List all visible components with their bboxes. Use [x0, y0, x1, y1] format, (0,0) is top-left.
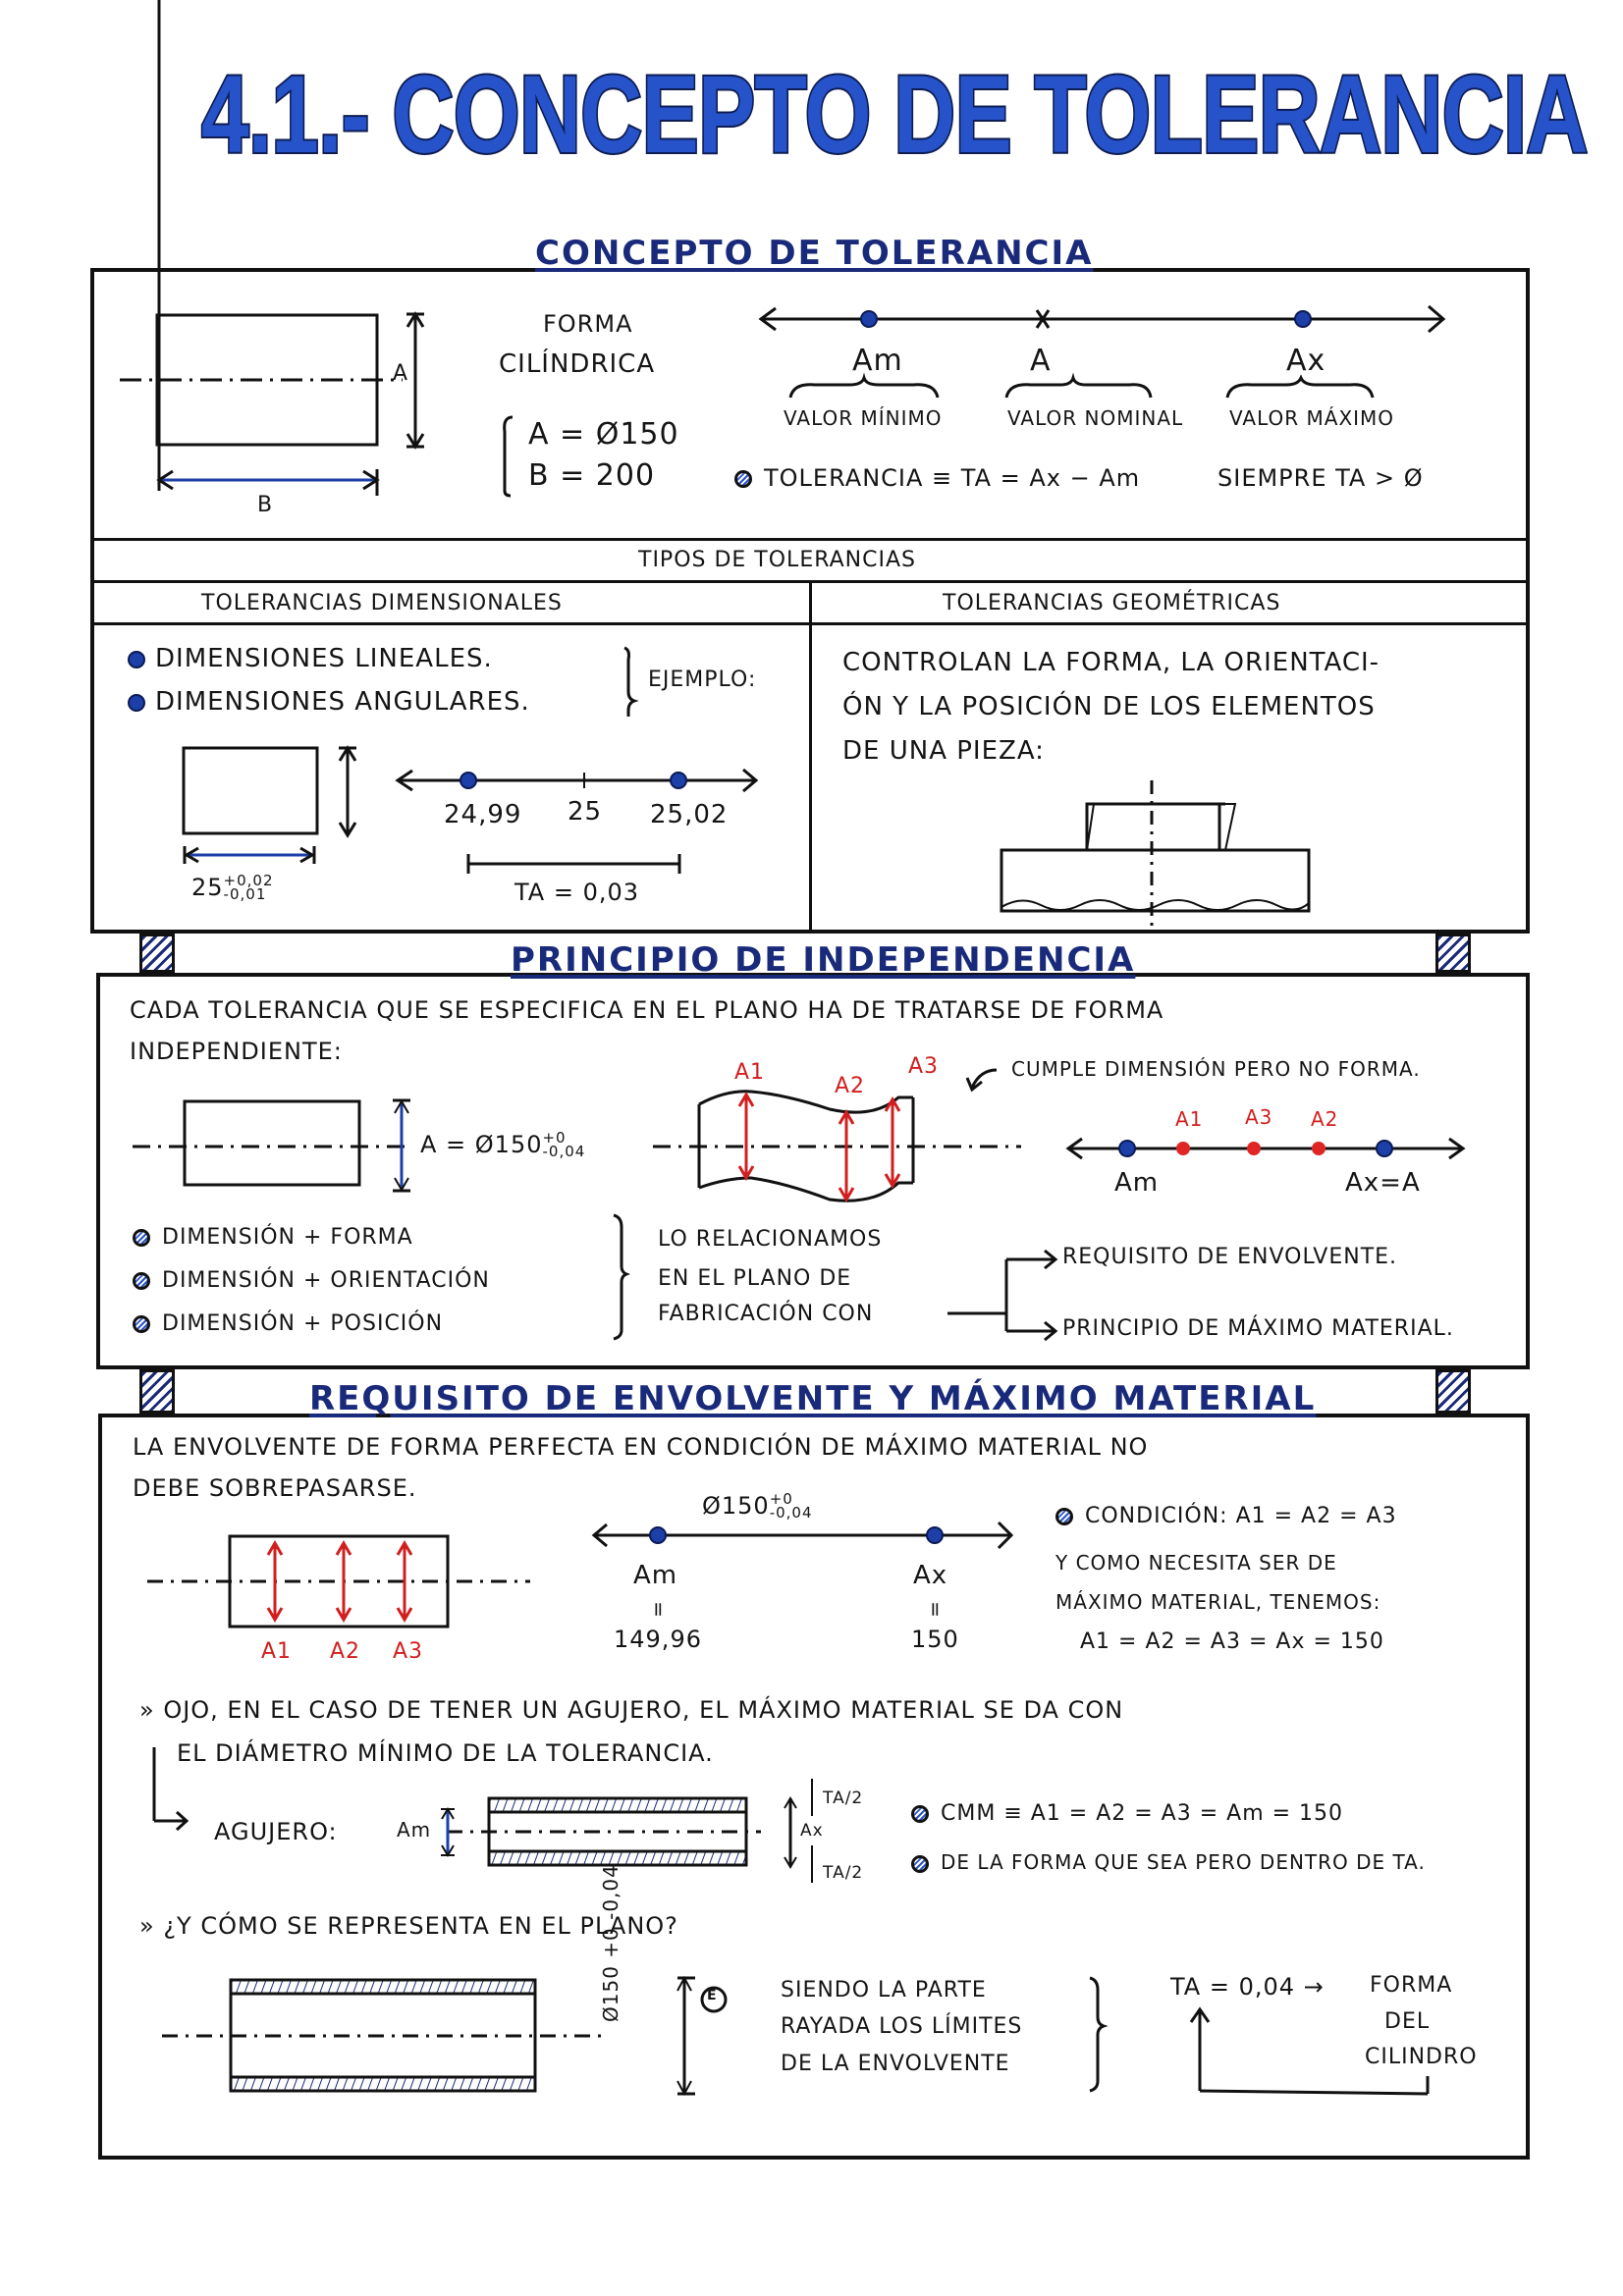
line-ax-eq: =	[923, 1601, 947, 1619]
envolvente-dimension: Ø150 $^{+0 -0,04}$	[702, 1490, 813, 1522]
line-ax-value: 150	[911, 1626, 959, 1653]
line-am-value: 149,96	[614, 1626, 702, 1653]
valor-maximo-label: VALOR MÁXIMO	[1229, 406, 1395, 430]
bullet-dimension-orientacion: DIMENSIÓN + ORIENTACIÓN	[133, 1268, 490, 1293]
hole-am: Am	[397, 1818, 432, 1842]
value-a: A = Ø150	[528, 417, 679, 452]
shaft-label-a1: A1	[261, 1639, 293, 1664]
wavy-label-a1: A1	[734, 1060, 766, 1085]
line-am: Am	[633, 1561, 678, 1590]
geometricas-header: TOLERANCIAS GEOMÉTRICAS	[943, 591, 1281, 615]
condition-line2: Y COMO NECESITA SER DE	[1055, 1551, 1337, 1575]
valor-minimo-label: VALOR MÍNIMO	[784, 406, 943, 430]
independencia-intro-line2: INDEPENDIENTE:	[130, 1038, 343, 1065]
forma-label-line1: FORMA	[543, 310, 633, 338]
bullet-dimension-posicion: DIMENSIÓN + POSICIÓN	[133, 1311, 443, 1336]
relation-line2: EN EL PLANO DE	[658, 1266, 852, 1291]
a-symbol: A	[1030, 344, 1052, 378]
line-am-eq: =	[646, 1601, 671, 1619]
plan-ta: TA = 0,04 →	[1170, 1973, 1325, 2001]
dimensionales-header: TOLERANCIAS DIMENSIONALES	[201, 591, 563, 615]
plan-text-line3: DE LA ENVOLVENTE	[781, 2052, 1010, 2076]
section-title-independencia: PRINCIPIO DE INDEPENDENCIA	[511, 940, 1136, 980]
independencia-intro-line1: CADA TOLERANCIA QUE SE ESPECIFICA EN EL PLANO HA DE TRATARSE DE FORMA	[130, 996, 1164, 1024]
line-label-am: Am	[1114, 1168, 1160, 1198]
hole-bullet-cmm: CMM ≡ A1 = A2 = A3 = Am = 150	[911, 1801, 1343, 1826]
wavy-label-a3: A3	[908, 1054, 940, 1079]
example-max: 25,02	[650, 800, 729, 829]
bullet-icon	[1055, 1508, 1073, 1525]
always-note: SIEMPRE TA > Ø	[1217, 464, 1424, 492]
wavy-label-a2: A2	[835, 1074, 866, 1098]
example-min: 24,99	[444, 800, 522, 829]
geometricas-text-line1: CONTROLAN LA FORMA, LA ORIENTACI-	[842, 648, 1380, 677]
dim-b-label: B	[257, 493, 274, 517]
outcome-maximo-material: PRINCIPIO DE MÁXIMO MATERIAL.	[1062, 1316, 1454, 1341]
envelope-e-icon: E	[707, 1988, 718, 2003]
value-b: B = 200	[528, 458, 656, 493]
geometricas-text-line3: DE UNA PIEZA:	[842, 736, 1045, 766]
am-symbol: Am	[852, 344, 903, 378]
section-title-envolvente: REQUISITO DE ENVOLVENTE Y MÁXIMO MATERIAL	[309, 1379, 1317, 1418]
plan-text-line1: SIENDO LA PARTE	[781, 1978, 987, 2002]
section-title-concepto: CONCEPTO DE TOLERANCIA	[535, 234, 1094, 273]
hole-ax: Ax	[800, 1821, 824, 1841]
example-nominal: 25	[568, 797, 603, 827]
bullet-angulares: DIMENSIONES ANGULARES.	[128, 687, 530, 717]
envolvente-intro-line1: LA ENVOLVENTE DE FORMA PERFECTA EN CONDICIÓN DE MÁXIMO MATERIAL NO	[133, 1433, 1149, 1461]
wavy-note: CUMPLE DIMENSIÓN PERO NO FORMA.	[1011, 1057, 1421, 1081]
hole-ta-half-top: TA/2	[823, 1789, 864, 1808]
bullet-lineales: DIMENSIONES LINEALES.	[128, 644, 493, 673]
hole-label: AGUJERO:	[214, 1818, 338, 1845]
bullet-dimension-forma: DIMENSIÓN + FORMA	[133, 1225, 413, 1250]
ejemplo-label: EJEMPLO:	[648, 667, 757, 692]
relation-line3: FABRICACIÓN CON	[658, 1302, 874, 1326]
page-title: 4.1.- CONCEPTO DE TOLERANCIA	[201, 53, 1588, 176]
hole-note-line1: » OJO, EN EL CASO DE TENER UN AGUJERO, EL MÁXIMO MATERIAL SE DA CON	[139, 1696, 1124, 1724]
envolvente-intro-line2: DEBE SOBREPASARSE.	[133, 1474, 417, 1502]
geometricas-text-line2: ÓN Y LA POSICIÓN DE LOS ELEMENTOS	[842, 692, 1376, 721]
tipos-header: TIPOS DE TOLERANCIAS	[638, 548, 916, 572]
hole-ta-half-bottom: TA/2	[823, 1863, 864, 1883]
shaft-label-a3: A3	[393, 1639, 424, 1664]
plan-question: » ¿Y CÓMO SE REPRESENTA EN EL PLANO?	[139, 1912, 678, 1940]
valor-nominal-label: VALOR NOMINAL	[1007, 406, 1184, 430]
condition-line4: A1 = A2 = A3 = Ax = 150	[1080, 1629, 1384, 1654]
hole-bullet-forma: DE LA FORMA QUE SEA PERO DENTRO DE TA.	[911, 1850, 1426, 1874]
line-label-a3: A3	[1245, 1105, 1273, 1129]
condition-line3: MÁXIMO MATERIAL, TENEMOS:	[1055, 1590, 1381, 1614]
tolerance-formula: TOLERANCIA ≡ TA = Ax − Am	[734, 464, 1140, 492]
bullet-icon	[911, 1855, 929, 1873]
line-ax: Ax	[913, 1561, 948, 1590]
line-label-ax-a: Ax=A	[1345, 1168, 1421, 1198]
forma-label-line2: CILÍNDRICA	[499, 349, 656, 379]
shaft-label-a2: A2	[330, 1639, 361, 1664]
relation-line1: LO RELACIONAMOS	[658, 1227, 883, 1252]
independencia-dimension: A = Ø150 $^{+0 -0,04}$	[420, 1129, 586, 1160]
dim-example-value: 25 $^{+0,02 -0,01}$	[191, 872, 274, 903]
plan-text-line2: RAYADA LOS LÍMITES	[781, 2014, 1023, 2039]
hole-note-line2: EL DIÁMETRO MÍNIMO DE LA TOLERANCIA.	[177, 1739, 714, 1767]
plan-dimension: Ø150 +0 -0,04	[599, 1864, 622, 2022]
line-label-a1: A1	[1175, 1107, 1204, 1131]
outcome-envolvente: REQUISITO DE ENVOLVENTE.	[1062, 1245, 1398, 1269]
dim-a-label: A	[393, 361, 409, 386]
plan-forma-line2: DEL	[1384, 2009, 1431, 2034]
condition-line1: CONDICIÓN: A1 = A2 = A3	[1055, 1504, 1397, 1528]
bullet-icon	[911, 1805, 929, 1823]
line-label-a2: A2	[1311, 1107, 1339, 1131]
plan-forma-line1: FORMA	[1370, 1973, 1453, 1998]
example-ta: TA = 0,03	[514, 879, 640, 906]
plan-forma-line3: CILINDRO	[1365, 2045, 1478, 2069]
ax-symbol: Ax	[1286, 344, 1326, 378]
